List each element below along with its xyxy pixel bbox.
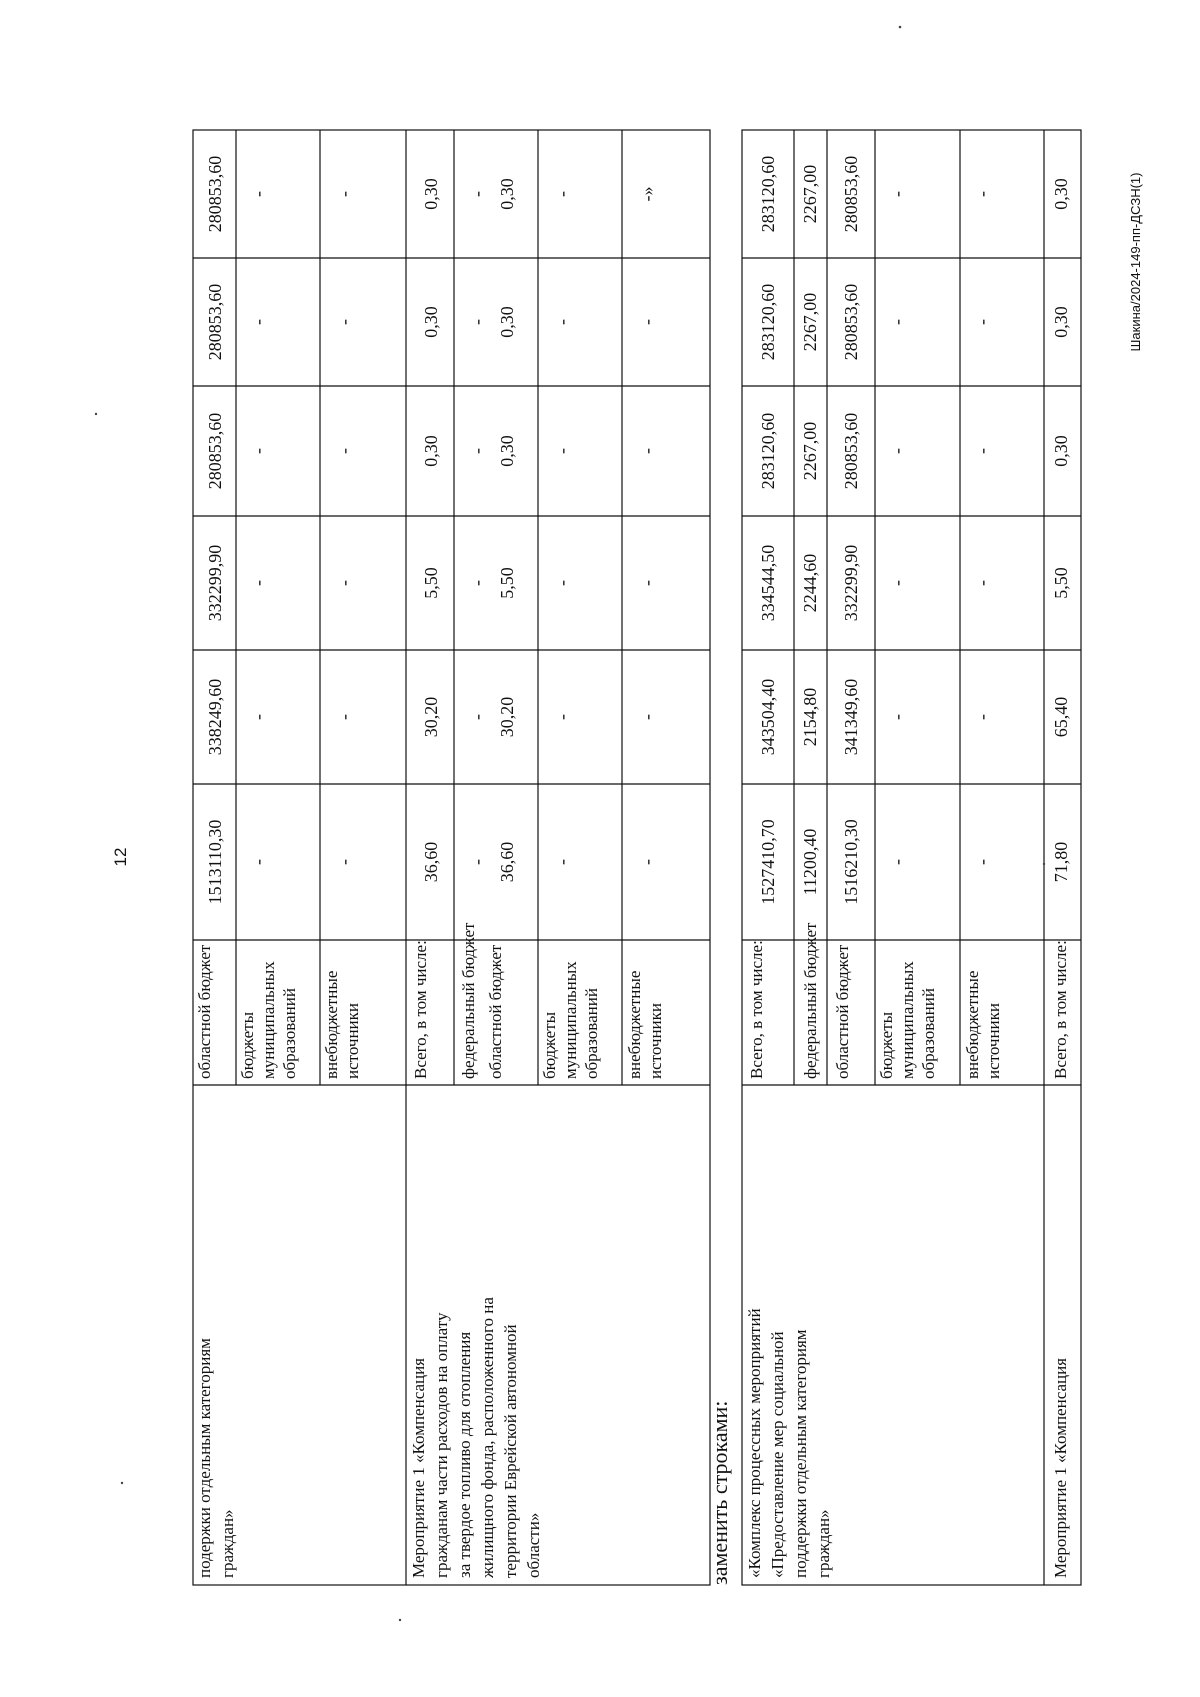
value-cell: 5,50 <box>1051 567 1071 599</box>
value-cell: - <box>887 448 907 454</box>
bottom-values <box>758 156 1071 905</box>
value-cell: - <box>637 580 657 586</box>
value-cell: 65,40 <box>1051 696 1071 738</box>
value-cell: - <box>334 859 354 865</box>
source-label: федеральный бюджет <box>459 922 478 1079</box>
value-cell: 0,30 <box>1051 435 1071 467</box>
value-cell: - <box>248 319 268 325</box>
label-line: области» <box>524 1512 543 1578</box>
value-cell: 2154,80 <box>800 687 820 747</box>
value-cell: 2244,60 <box>800 553 820 613</box>
value-cell: 0,30 <box>421 435 441 467</box>
value-cell: 5,50 <box>497 567 517 599</box>
source-label: бюджеты муниципальных образований <box>877 961 938 1079</box>
source-label: областной бюджет <box>833 944 852 1079</box>
value-cell: 280853,60 <box>841 412 861 490</box>
page-number: 12 <box>111 847 130 867</box>
value-cell: - <box>248 580 268 586</box>
source-label: внебюджетные источники <box>963 970 1003 1079</box>
value-cell: - <box>887 859 907 865</box>
label-line: за твердое топливо для отопления <box>455 1331 474 1578</box>
value-cell: - <box>334 448 354 454</box>
value-cell: - <box>334 191 354 197</box>
value-cell: 1516210,30 <box>841 819 861 905</box>
value-cell: 280853,60 <box>841 283 861 361</box>
label-line: поддержки отдельным категориям <box>791 1329 810 1578</box>
value-cell: 0,30 <box>497 178 517 210</box>
source-label: бюджеты муниципальных образований <box>540 961 601 1079</box>
value-cell: 1513110,30 <box>205 819 225 905</box>
value-cell: - <box>334 580 354 586</box>
value-cell: 0,30 <box>1051 178 1071 210</box>
value-cell: 0,30 <box>497 306 517 338</box>
value-cell: - <box>248 191 268 197</box>
label-line: Мероприятие 1 «Компенсация <box>1051 1357 1070 1578</box>
value-cell: - <box>552 714 572 720</box>
label-line: граждан» <box>218 1509 237 1578</box>
value-cell: - <box>467 319 487 325</box>
value-cell: 343504,40 <box>758 678 778 756</box>
value-cell: - <box>248 448 268 454</box>
value-cell: 30,20 <box>497 696 517 738</box>
source-label: бюджеты муниципальных образований <box>238 961 299 1079</box>
value-cell: - <box>334 714 354 720</box>
label-line: подержки отдельным категориям <box>195 1338 214 1578</box>
source-label: внебюджетные источники <box>625 970 665 1079</box>
value-cell: - <box>248 859 268 865</box>
value-cell: 2267,00 <box>800 421 820 481</box>
value-cell: - <box>972 714 992 720</box>
source-label: федеральный бюджет <box>801 922 820 1079</box>
source-label: областной бюджет <box>486 944 505 1079</box>
value-cell: 280853,60 <box>205 283 225 361</box>
value-cell: - <box>552 319 572 325</box>
value-cell: 283120,60 <box>758 412 778 490</box>
value-cell: - <box>887 714 907 720</box>
value-cell: 1527410,70 <box>758 819 778 905</box>
value-cell: - <box>552 580 572 586</box>
label-line: гражданам части расходов на оплату <box>432 1312 451 1578</box>
value-cell: - <box>467 714 487 720</box>
scan-noise <box>95 26 1045 1622</box>
value-cell: 5,50 <box>421 567 441 599</box>
value-cell: - <box>248 714 268 720</box>
label-line: «Предоставление мер социальной <box>768 1331 787 1578</box>
value-cell: 334544,50 <box>758 544 778 622</box>
value-cell: 280853,60 <box>205 412 225 490</box>
value-cell: 36,60 <box>497 841 517 883</box>
source-label: внебюджетные источники <box>322 970 362 1079</box>
value-cell: - <box>972 859 992 865</box>
value-cell: - <box>637 859 657 865</box>
value-cell: 2267,00 <box>800 292 820 352</box>
value-cell: - <box>637 448 657 454</box>
top-row1-label <box>195 1334 237 1578</box>
value-cell: - <box>887 319 907 325</box>
value-cell: 36,60 <box>421 841 441 883</box>
label-line: жилищного фонда, расположенного на <box>478 1297 497 1578</box>
value-cell: - <box>972 580 992 586</box>
value-cell: - <box>467 191 487 197</box>
label-line: территории Еврейской автономной <box>501 1324 520 1578</box>
budget-table-top <box>193 130 710 1585</box>
value-cell: 332299,90 <box>841 544 861 622</box>
label-line: Мероприятие 1 «Компенсация <box>409 1357 428 1578</box>
label-line: «Комплекс процессных мероприятий <box>745 1308 764 1578</box>
value-cell: - <box>972 319 992 325</box>
value-cell: - <box>972 191 992 197</box>
replace-heading: заменить строками: <box>707 1400 732 1585</box>
value-cell: 341349,60 <box>841 678 861 756</box>
value-cell: 283120,60 <box>758 155 778 233</box>
value-cell: - <box>334 319 354 325</box>
source-label: областной бюджет <box>195 944 214 1079</box>
value-cell: 0,30 <box>497 435 517 467</box>
value-cell: - <box>552 191 572 197</box>
value-cell: - <box>972 448 992 454</box>
value-cell: - <box>887 191 907 197</box>
value-cell: - <box>467 448 487 454</box>
source-label: Всего, в том числе: <box>411 940 430 1079</box>
value-cell: - <box>467 859 487 865</box>
value-cell: 2267,00 <box>800 164 820 224</box>
value-cell: - <box>467 580 487 586</box>
value-cell: - <box>637 714 657 720</box>
footer-code: Шакина/2024-149-пп-ДСЗН(1) <box>1128 172 1143 352</box>
bottom-row2-label <box>1051 1358 1070 1578</box>
label-line: граждан» <box>814 1509 833 1578</box>
value-cell: - <box>887 580 907 586</box>
top-values <box>205 156 657 905</box>
bottom-row1-label <box>745 1304 833 1578</box>
value-cell: 280853,60 <box>205 155 225 233</box>
value-cell: 71,80 <box>1051 841 1071 883</box>
value-cell: - <box>552 859 572 865</box>
value-cell: - <box>637 319 657 325</box>
value-cell: 0,30 <box>1051 306 1071 338</box>
value-cell: 280853,60 <box>841 155 861 233</box>
value-cell: 332299,90 <box>205 544 225 622</box>
value-cell: -» <box>637 186 657 202</box>
value-cell: 0,30 <box>421 178 441 210</box>
value-cell: 283120,60 <box>758 283 778 361</box>
top-row2-label <box>409 1293 543 1579</box>
value-cell: 338249,60 <box>205 678 225 756</box>
value-cell: - <box>552 448 572 454</box>
value-cell: 0,30 <box>421 306 441 338</box>
source-label: Всего, в том числе: <box>1051 940 1070 1079</box>
source-label: Всего, в том числе: <box>747 940 766 1079</box>
value-cell: 11200,40 <box>800 828 820 896</box>
value-cell: 30,20 <box>421 696 441 738</box>
